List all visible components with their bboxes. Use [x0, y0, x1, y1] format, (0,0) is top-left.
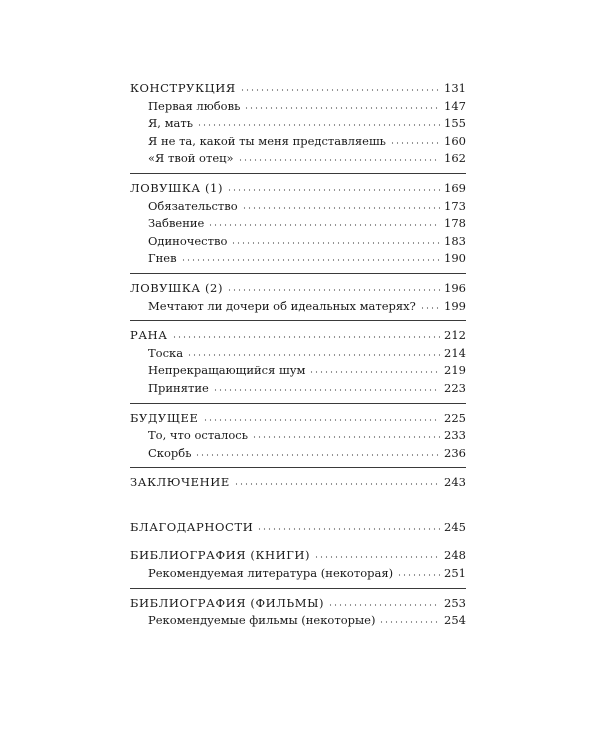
entry-title: Рекомендуемые фильмы (некоторые)	[148, 613, 376, 628]
dot-leader	[397, 574, 440, 576]
page-number: 245	[444, 519, 466, 534]
entry-title: Рекомендуемая литература (некоторая)	[148, 566, 394, 581]
toc-subentry	[130, 150, 466, 168]
toc-subentry	[130, 427, 466, 445]
toc-subentry	[130, 98, 466, 116]
entry-title: ЛОВУШКА (1)	[130, 180, 224, 195]
entry-title: БУДУЩЕЕ	[130, 410, 199, 425]
dot-leader	[203, 419, 441, 421]
page-number: 196	[444, 280, 466, 295]
page-number: 233	[444, 428, 466, 443]
entry-title: Мечтают ли дочери об идеальных матерях?	[148, 298, 416, 313]
page-number: 212	[444, 328, 466, 343]
toc-chapter	[130, 410, 466, 428]
toc-subentry	[130, 380, 466, 398]
entry-title: Скорбь	[148, 445, 192, 460]
page-number: 253	[444, 595, 466, 610]
toc-section	[130, 519, 466, 542]
dot-leader	[238, 159, 440, 161]
page-number: 214	[444, 345, 466, 360]
toc-chapter	[130, 595, 466, 613]
toc-section	[130, 474, 466, 497]
table-of-contents	[130, 80, 466, 641]
dot-leader	[187, 354, 440, 356]
dot-leader	[242, 207, 440, 209]
page-number: 251	[444, 566, 466, 581]
toc-subentry	[130, 115, 466, 133]
toc-subentry	[130, 612, 466, 630]
page-number: 131	[444, 81, 466, 95]
page-number: 248	[444, 548, 466, 563]
page-number: 225	[444, 410, 466, 425]
entry-title: То, что осталось	[148, 428, 248, 443]
dot-leader	[420, 307, 440, 309]
entry-title: Обязательство	[148, 198, 238, 213]
entry-title: БИБЛИОГРАФИЯ (КНИГИ)	[130, 548, 311, 563]
entry-title: Гнев	[148, 251, 177, 266]
toc-subentry	[130, 233, 466, 251]
page-number: 173	[444, 198, 466, 213]
page-number: 162	[444, 151, 466, 166]
toc-subentry	[130, 362, 466, 380]
dot-leader	[328, 604, 440, 606]
entry-title: Я не та, какой ты меня представляешь	[148, 133, 386, 148]
page-number: 155	[444, 116, 466, 131]
page-number: 199	[444, 298, 466, 313]
page-number: 254	[444, 613, 466, 628]
toc-chapter	[130, 180, 466, 198]
entry-title: Одиночество	[148, 233, 228, 248]
toc-subentry	[130, 345, 466, 363]
toc-chapter	[130, 547, 466, 565]
dot-leader	[390, 142, 440, 144]
toc-section	[130, 80, 466, 174]
dot-leader	[231, 242, 440, 244]
toc-section	[130, 180, 466, 274]
entry-title: «Я твой отец»	[148, 151, 234, 166]
page-number: 178	[444, 216, 466, 231]
dot-leader	[252, 436, 440, 438]
dot-leader	[213, 389, 440, 391]
toc-chapter	[130, 474, 466, 492]
dot-leader	[172, 336, 440, 338]
dot-leader	[181, 259, 440, 261]
toc-chapter	[130, 280, 466, 298]
dot-leader	[197, 124, 440, 126]
page-number: 223	[444, 380, 466, 395]
entry-title: Я, мать	[148, 116, 194, 131]
toc-chapter	[130, 327, 466, 345]
entry-title: БИБЛИОГРАФИЯ (ФИЛЬМЫ)	[130, 595, 325, 610]
page-number: 190	[444, 251, 466, 266]
entry-title: ЗАКЛЮЧЕНИЕ	[130, 475, 230, 490]
page-number: 243	[444, 475, 466, 490]
toc-section	[130, 547, 466, 588]
toc-subentry	[130, 198, 466, 216]
toc-subentry	[130, 565, 466, 583]
dot-leader	[314, 556, 440, 558]
dot-leader	[240, 89, 440, 91]
entry-title: РАНА	[130, 328, 168, 343]
dot-leader	[227, 189, 440, 191]
dot-leader	[379, 621, 440, 623]
dot-leader	[309, 371, 440, 373]
entry-title: Первая любовь	[148, 98, 241, 113]
entry-title: БЛАГОДАРНОСТИ	[130, 519, 254, 534]
dot-leader	[234, 483, 440, 485]
dot-leader	[244, 107, 440, 109]
toc-subentry	[130, 133, 466, 151]
dot-leader	[257, 528, 440, 530]
toc-section	[130, 280, 466, 321]
page-number: 236	[444, 445, 466, 460]
toc-subentry	[130, 445, 466, 463]
entry-title: Непрекращающийся шум	[148, 363, 306, 378]
toc-section	[130, 595, 466, 635]
dot-leader	[195, 454, 440, 456]
page-number: 160	[444, 133, 466, 148]
page-number: 183	[444, 233, 466, 248]
page-number: 169	[444, 180, 466, 195]
toc-section	[130, 327, 466, 403]
toc-section	[130, 410, 466, 469]
entry-title: Забвение	[148, 216, 205, 231]
page-number: 147	[444, 98, 466, 113]
toc-subentry	[130, 215, 466, 233]
toc-subentry	[130, 250, 466, 268]
entry-title: Принятие	[148, 380, 209, 395]
page-number: 219	[444, 363, 466, 378]
entry-title: Тоска	[148, 345, 184, 360]
toc-chapter	[130, 519, 466, 537]
toc-chapter	[130, 80, 466, 98]
dot-leader	[208, 224, 440, 226]
toc-subentry	[130, 298, 466, 316]
dot-leader	[227, 289, 440, 291]
entry-title: КОНСТРУКЦИЯ	[130, 81, 236, 95]
entry-title: ЛОВУШКА (2)	[130, 280, 224, 295]
